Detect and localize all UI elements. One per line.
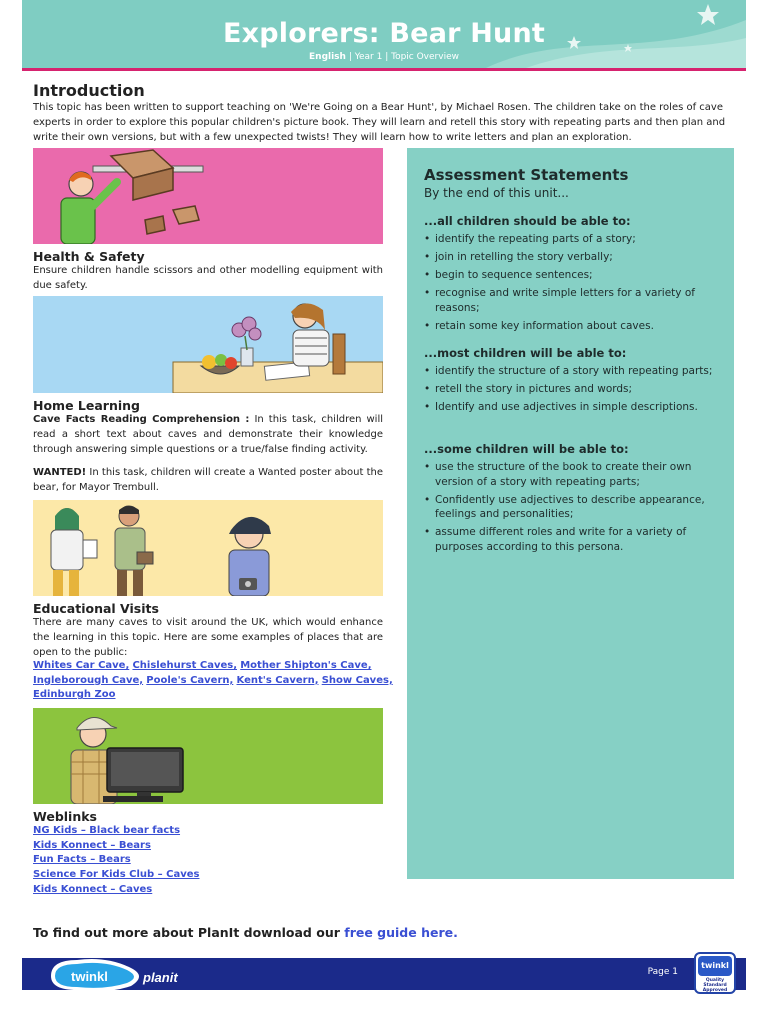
list-item: • use the structure of the book to create their own version of a story with repeating parts; <box>424 460 724 489</box>
list-item: • retell the story in pictures and words; <box>424 382 724 397</box>
link-kents-cavern[interactable]: Kent's Cavern, <box>236 674 319 686</box>
link-ng-kids-black-bear[interactable]: NG Kids – Black bear facts <box>33 825 181 836</box>
assessment-group-some-heading: ...some children will be able to: <box>424 442 629 456</box>
find-more-text: To find out more about PlanIt download our free guide here. <box>33 925 458 940</box>
home-learning-heading: Home Learning <box>33 398 140 413</box>
link-ingleborough-cave[interactable]: Ingleborough Cave, <box>33 674 144 686</box>
twinkl-planit-logo <box>47 952 182 996</box>
health-safety-heading: Health & Safety <box>33 249 145 264</box>
svg-text:planit: planit <box>143 970 178 985</box>
link-mother-shiptons-cave[interactable]: Mother Shipton's Cave, <box>240 660 372 671</box>
link-whites-car-cave[interactable]: Whites Car Cave, <box>33 660 130 671</box>
list-item: • join in retelling the story verbally; <box>424 250 724 265</box>
assessment-group-most-list <box>424 364 724 418</box>
page-footer <box>22 958 746 990</box>
weblinks-heading: Weblinks <box>33 809 97 824</box>
health-safety-text: Ensure children handle scissors and other modelling equipment with due safety. <box>33 265 383 291</box>
page-number: Page 1 <box>647 967 678 977</box>
list-item: • begin to sequence sentences; <box>424 268 724 283</box>
health-safety-illustration <box>33 148 383 244</box>
list-item: • identify the repeating parts of a story; <box>424 232 724 247</box>
link-chislehurst-caves[interactable]: Chislehurst Caves, <box>132 660 238 671</box>
assessment-group-all-heading: ...all children should be able to: <box>424 214 631 228</box>
link-kids-konnect-caves[interactable]: Kids Konnect – Caves <box>33 883 153 895</box>
intro-heading: Introduction <box>33 81 145 100</box>
svg-text:twinkl: twinkl <box>71 969 108 984</box>
intro-text: This topic has been written to support teaching on 'We're Going on a Bear Hunt', by Michael Rosen. The children take on the roles of cave experts in order to explore this popular children's picture book. They will learn and retell this story with repeating parts and then plan and write their own versions, but with a few unexpected twists! They will learn how to write letters and plan an exploration. <box>33 102 726 143</box>
list-item: • Confidently use adjectives to describe appearance, feelings and personalities; <box>424 493 724 522</box>
list-item: • identify the structure of a story with repeating parts; <box>424 364 724 379</box>
assessment-group-all-list <box>424 232 724 337</box>
weblinks-list <box>33 824 393 898</box>
home-learning-illustration <box>33 296 383 393</box>
header-divider <box>22 68 746 71</box>
assessment-subtitle: By the end of this unit... <box>424 186 569 200</box>
weblinks-illustration <box>33 708 383 804</box>
list-item: • assume different roles and write for a variety of purposes according to this persona. <box>424 525 724 554</box>
link-kids-konnect-bears[interactable]: Kids Konnect – Bears <box>33 839 151 851</box>
page-header <box>22 0 746 68</box>
link-edinburgh-zoo[interactable]: Edinburgh Zoo <box>33 689 116 701</box>
home-learning-item-comprehension: Cave Facts Reading Comprehension : In this task, children will read a short text about caves and demonstrate their knowledge through answering simple questions or a true/false finding activity. <box>33 414 384 455</box>
assessment-heading: Assessment Statements <box>424 166 629 184</box>
assessment-group-most-heading: ...most children will be able to: <box>424 346 627 360</box>
list-item: • Identify and use adjectives in simple descriptions. <box>424 400 724 415</box>
cave-links <box>33 659 393 703</box>
link-pooles-cavern[interactable]: Poole's Cavern, <box>146 674 234 686</box>
free-guide-link[interactable]: free guide here. <box>344 925 458 940</box>
list-item: • recognise and write simple letters for a variety of reasons; <box>424 286 724 315</box>
link-show-caves[interactable]: Show Caves, <box>321 674 393 686</box>
list-item: • retain some key information about caves. <box>424 319 724 334</box>
quality-standard-badge: twinkl Quality Standard Approved <box>694 952 736 994</box>
link-science-for-kids-caves[interactable]: Science For Kids Club – Caves <box>33 869 200 881</box>
link-fun-facts-bears[interactable]: Fun Facts – Bears <box>33 854 131 866</box>
page-title: Explorers: Bear Hunt <box>223 18 545 49</box>
assessment-panel <box>407 148 734 879</box>
page-subtitle: English | Year 1 | Topic Overview <box>309 52 459 62</box>
educational-visits-text: There are many caves to visit around the UK, which would enhance the learning in this topic. Here are some examples of places that are open to the public: <box>33 617 383 658</box>
home-learning-item-wanted: WANTED! In this task, children will create a Wanted poster about the bear, for Mayor Trembull. <box>33 467 383 493</box>
educational-visits-heading: Educational Visits <box>33 601 159 616</box>
educational-visits-illustration <box>33 500 383 596</box>
assessment-group-some-list <box>424 460 724 558</box>
